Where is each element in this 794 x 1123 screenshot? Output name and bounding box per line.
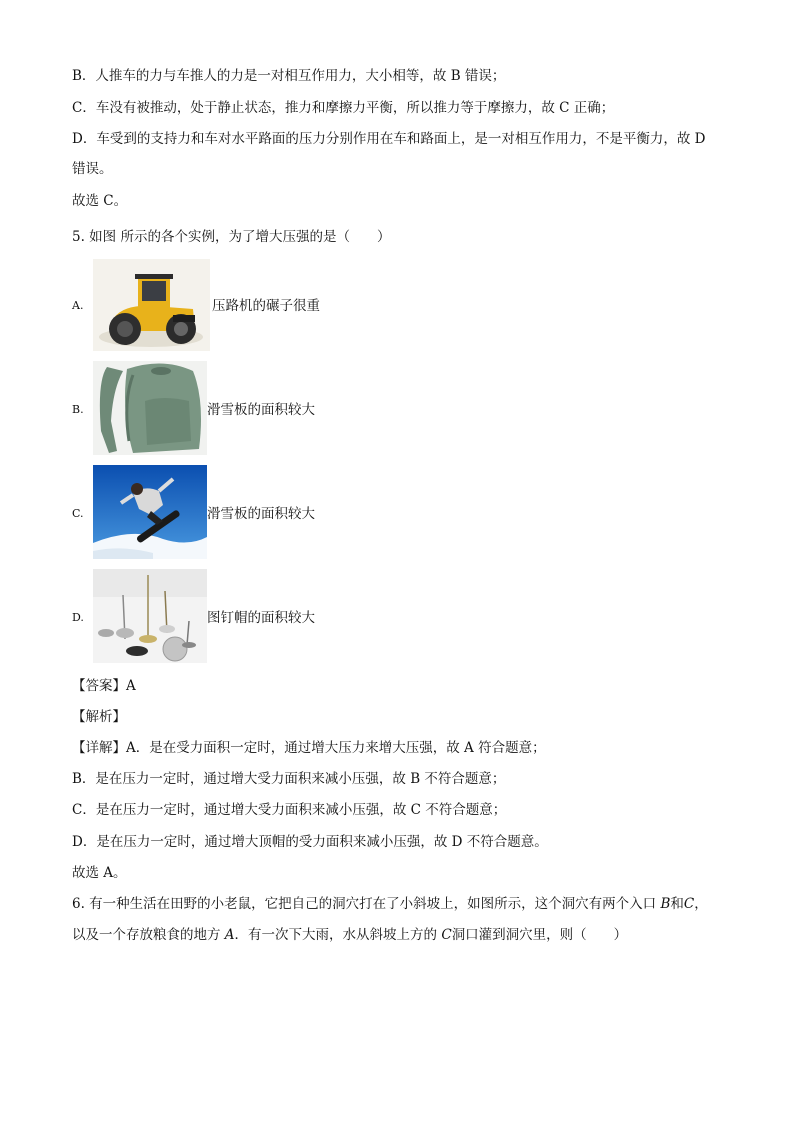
q6-text-2c: 洞口灌到洞穴里，则（ ） — [451, 927, 628, 943]
road-roller-image — [93, 259, 210, 351]
q6-var-a: A — [224, 927, 235, 943]
option-a-caption: 压路机的碾子很重 — [212, 298, 320, 314]
detail-line-a: 【详解】A．是在受力面积一定时，通过增大压力来增大压强，故 A 符合题意； — [72, 740, 546, 756]
option-b-caption: 滑雪板的面积较大 — [207, 402, 315, 418]
backpack-image — [93, 361, 207, 455]
detail-line-d: D．是在压力一定时，通过增大顶帽的受力面积来减小压强，故 D 不符合题意。 — [72, 834, 548, 850]
analysis-title: 【解析】 — [72, 709, 126, 725]
question-6-line-1 — [72, 894, 708, 914]
q6-var-c2: C — [441, 927, 452, 943]
q6-text-1b: 和 — [670, 896, 684, 912]
q6-text-2a: 以及一个存放粮食的地方 — [72, 927, 225, 943]
detail-line-c: C．是在压力一定时，通过增大受力面积来减小压强，故 C 不符合题意； — [72, 802, 507, 818]
option-d-caption: 图钉帽的面积较大 — [207, 610, 315, 626]
q6-var-b: B — [660, 896, 671, 912]
question-5-stem: 5. 如图 所示的各个实例，为了增大压强的是（ ） — [72, 229, 391, 245]
option-a-letter: A. — [72, 299, 84, 312]
question-6-line-2 — [72, 925, 627, 945]
q6-text-2b: ．有一次下大雨，水从斜坡上方的 — [234, 927, 442, 943]
detail-line-b: B．是在压力一定时，通过增大受力面积来减小压强，故 B 不符合题意； — [72, 771, 506, 787]
answer-label: 【答案】A — [72, 678, 136, 694]
snowboarder-image — [93, 465, 207, 559]
thumbtacks-image — [93, 569, 207, 663]
q6-text-1a: 6. 有一种生活在田野的小老鼠，它把自己的洞穴打在了小斜坡上，如图所示，这个洞穴有两个入口 — [72, 896, 661, 912]
explanation-line-b: B．人推车的力与车推人的力是一对相互作用力，大小相等，故 B 错误； — [72, 68, 506, 84]
q6-text-1c: ， — [694, 896, 708, 912]
explanation-line-d1: D．车受到的支持力和车对水平路面的压力分别作用在车和路面上，是一对相互作用力，不是平衡力，故 D — [72, 131, 706, 147]
explanation-line-d2: 错误。 — [72, 161, 113, 177]
q6-var-c: C — [683, 896, 695, 912]
option-b-letter: B. — [72, 403, 84, 416]
option-c-letter: C. — [72, 507, 84, 520]
q5-conclusion: 故选 A。 — [72, 865, 127, 881]
explanation-conclusion: 故选 C。 — [72, 193, 128, 209]
option-c-caption: 滑雪板的面积较大 — [207, 506, 315, 522]
option-d-letter: D. — [72, 611, 84, 624]
explanation-line-c: C．车没有被推动，处于静止状态，推力和摩擦力平衡，所以推力等于摩擦力，故 C 正确； — [72, 100, 615, 116]
